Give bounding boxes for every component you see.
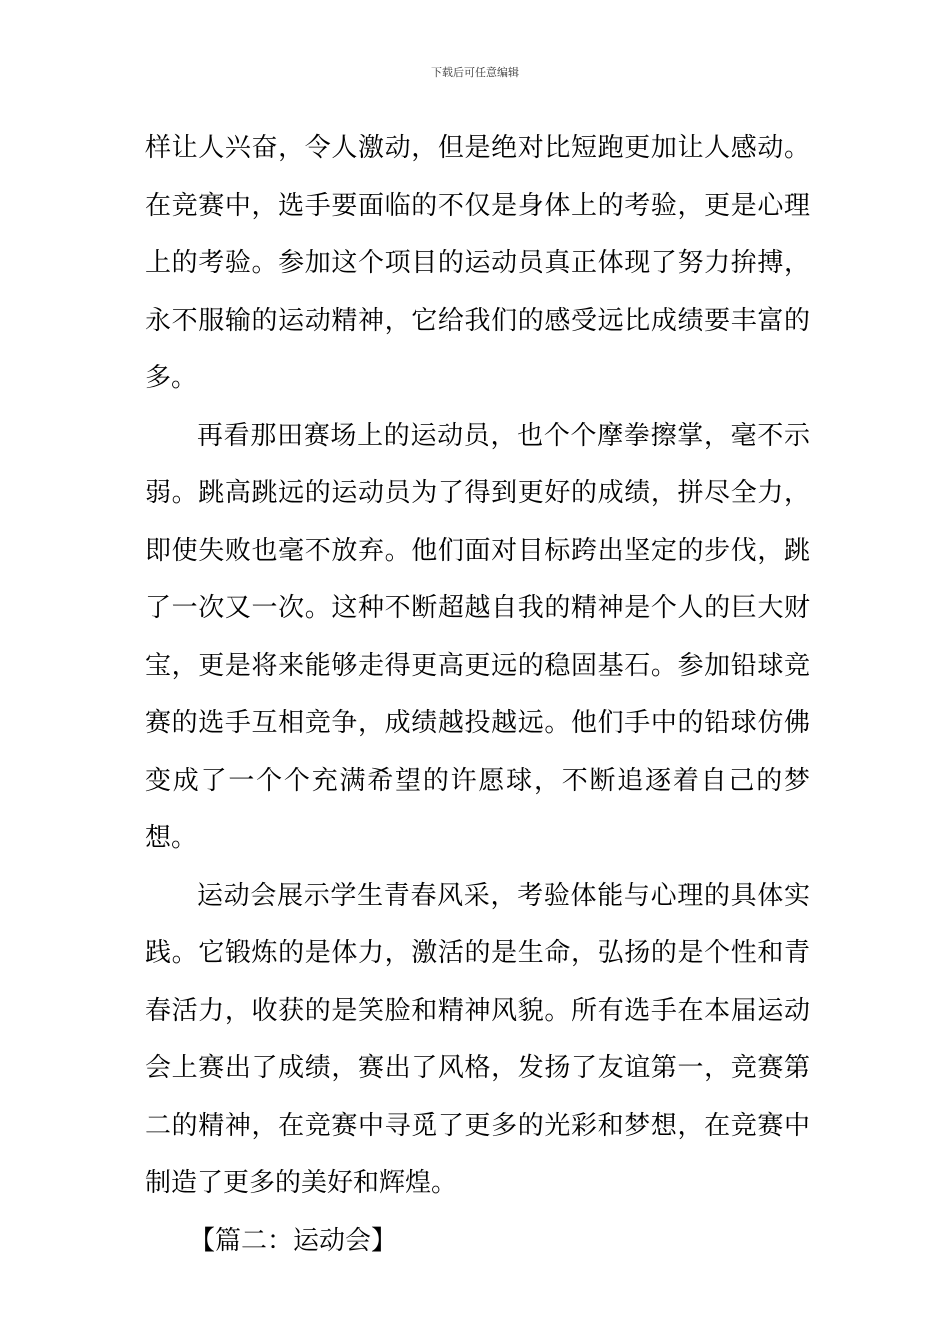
page-header: 下载后可任意编辑 bbox=[431, 66, 519, 79]
paragraph-2: 再看那田赛场上的运动员，也个个摩拳擦掌，毫不示弱。跳高跳远的运动员为了得到更好的成绩，拼尽全力，即使失败也毫不放弃。他们面对目标跨出坚定的步伐，跳了一次又一次。这种不断超越自我的精神是个人的巨大财宝，更是将来能够走得更高更远的稳固基石。参加铅球竞赛的选手互相竞争，成绩越投越远。他们手中的铅球仿佛变成了一个个充满希望的许愿球，不断追逐着自己的梦想。 bbox=[145, 420, 810, 853]
paragraph-3: 运动会展示学生青春风采，考验体能与心理的具体实践。它锻炼的是体力，激活的是生命，弘扬的是个性和青春活力，收获的是笑脸和精神风貌。所有选手在本届运动会上赛出了成绩，赛出了风格，发扬了友谊第一，竞赛第二的精神，在竞赛中寻觅了更多的光彩和梦想，在竞赛中制造了更多的美好和辉煌。 bbox=[145, 880, 810, 1198]
document-body bbox=[145, 120, 810, 1270]
paragraph-1: 样让人兴奋，令人激动，但是绝对比短跑更加让人感动。在竞赛中，选手要面临的不仅是身体上的考验，更是心理上的考验。参加这个项目的运动员真正体现了努力拚搏，永不服输的运动精神，它给我们的感受远比成绩要丰富的多。 bbox=[145, 133, 810, 393]
section-heading: 【篇二：运动会】 bbox=[189, 1225, 398, 1256]
